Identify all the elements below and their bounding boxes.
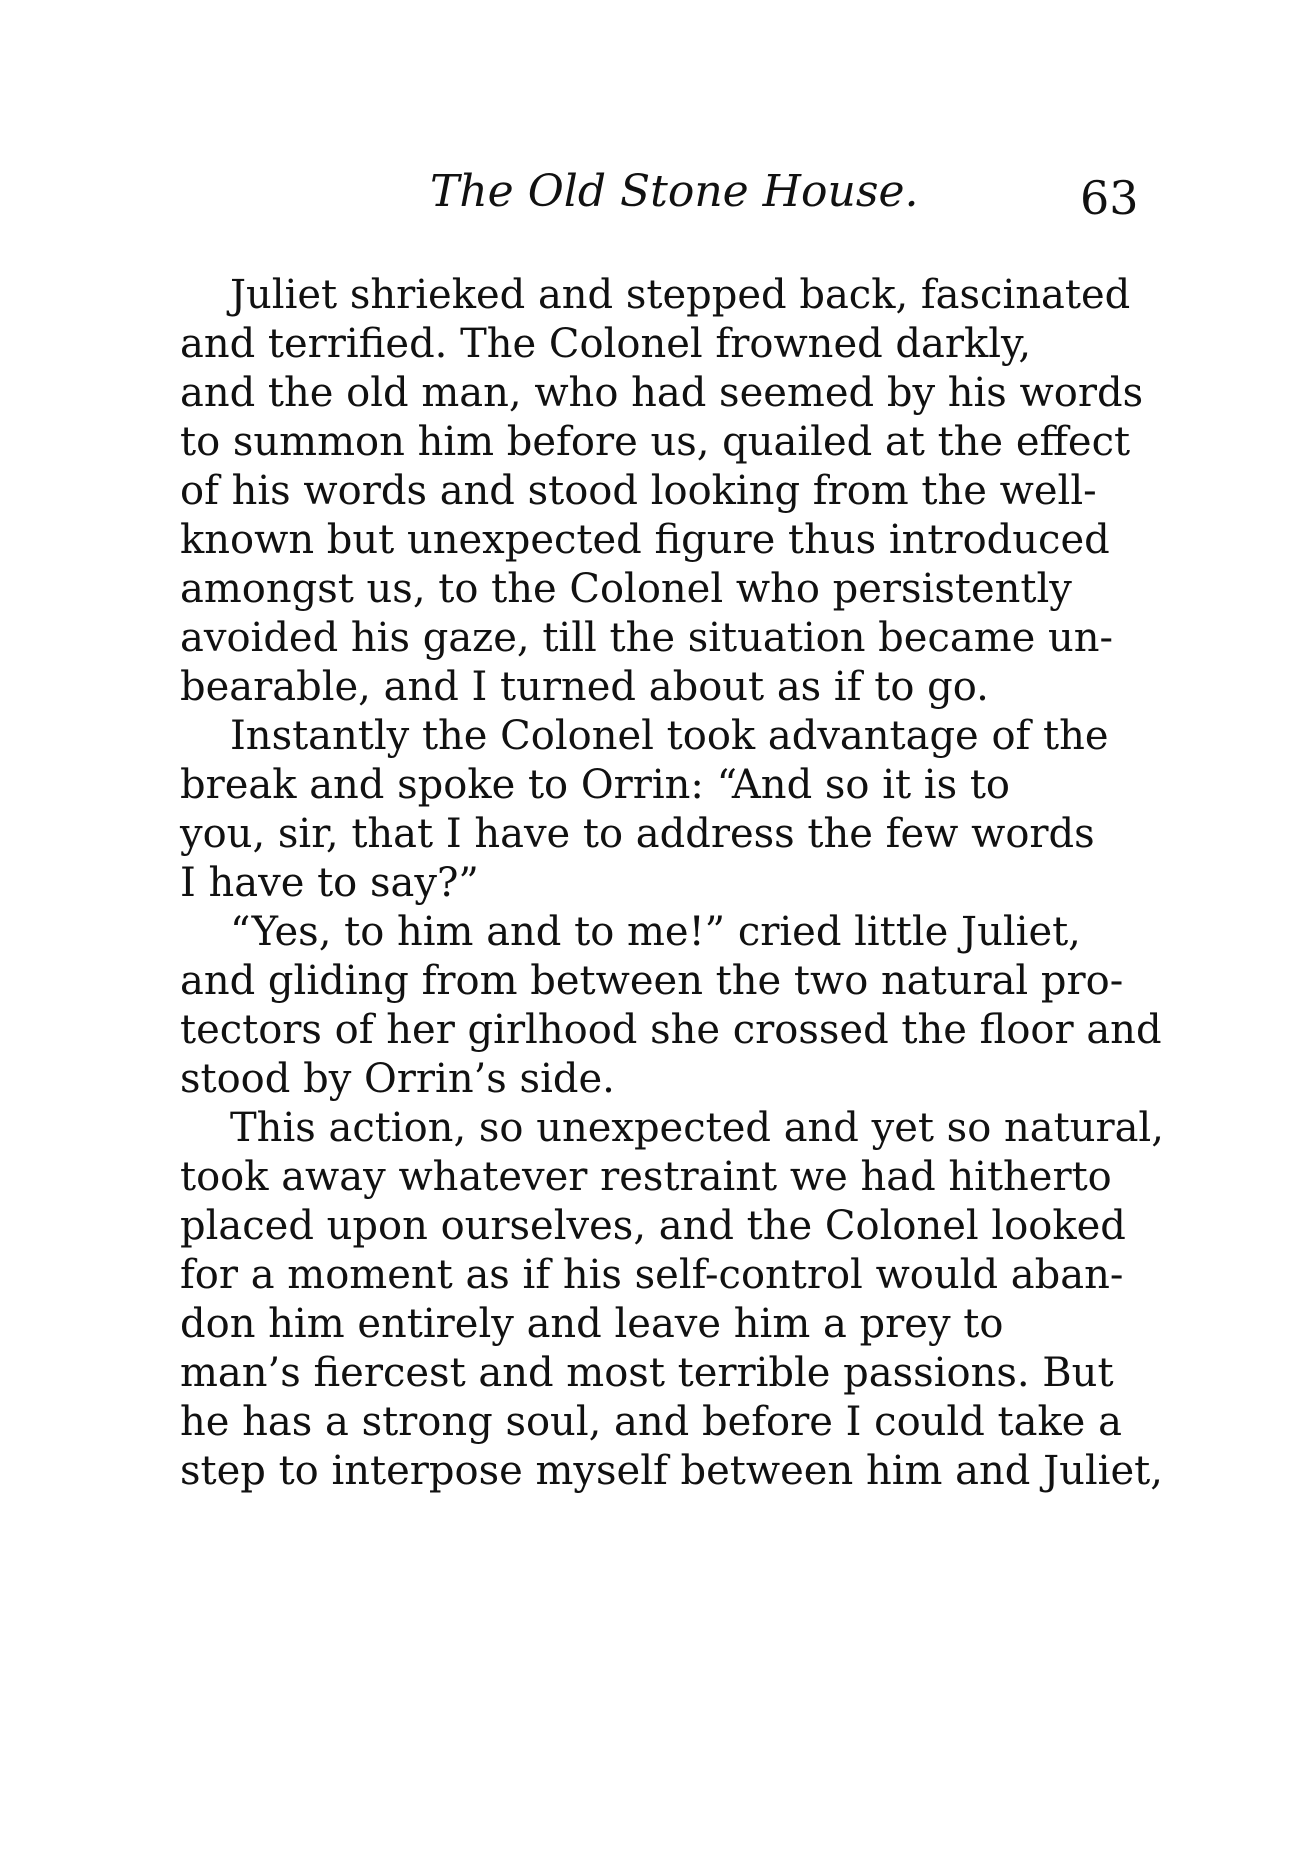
text-line: Instantly the Colonel took advantage of the: [230, 713, 1109, 759]
text-line: step to interpose myself between him and Juliet,: [180, 1448, 1163, 1494]
text-line: took away whatever restraint we had hitherto: [180, 1154, 1112, 1200]
text-line: avoided his gaze, till the situation became un-: [180, 615, 1114, 661]
text-line: I have to say?”: [180, 860, 479, 906]
text-line: Juliet shrieked and stepped back, fascinated: [230, 272, 1131, 318]
text-line: bearable, and I turned about as if to go.: [180, 664, 989, 710]
text-line: for a moment as if his self-control would aban-: [180, 1252, 1124, 1298]
text-line: and gliding from between the two natural pro-: [180, 958, 1124, 1004]
text-line: This action, so unexpected and yet so natural,: [230, 1105, 1164, 1151]
text-line: “Yes, to him and to me!” cried little Juliet,: [230, 909, 1081, 955]
text-line: placed upon ourselves, and the Colonel looked: [180, 1203, 1126, 1249]
page-number: 63: [1080, 171, 1139, 225]
text-line: man’s fiercest and most terrible passions. But: [180, 1350, 1114, 1396]
text-line: known but unexpected figure thus introduced: [180, 517, 1110, 563]
text-line: break and spoke to Orrin: “And so it is to: [180, 762, 1010, 808]
running-title: The Old Stone House.: [430, 166, 919, 217]
text-line: you, sir, that I have to address the few words: [180, 811, 1095, 857]
text-line: tectors of her girlhood she crossed the floor and: [180, 1007, 1162, 1053]
text-line: of his words and stood looking from the well-: [180, 468, 1097, 514]
text-line: and terrified. The Colonel frowned darkly,: [180, 321, 1032, 367]
text-line: stood by Orrin’s side.: [180, 1056, 615, 1102]
text-line: and the old man, who had seemed by his words: [180, 370, 1144, 416]
text-line: amongst us, to the Colonel who persistently: [180, 566, 1072, 612]
text-line: to summon him before us, quailed at the effect: [180, 419, 1131, 465]
text-line: he has a strong soul, and before I could take a: [180, 1399, 1122, 1445]
text-line: don him entirely and leave him a prey to: [180, 1301, 1004, 1347]
